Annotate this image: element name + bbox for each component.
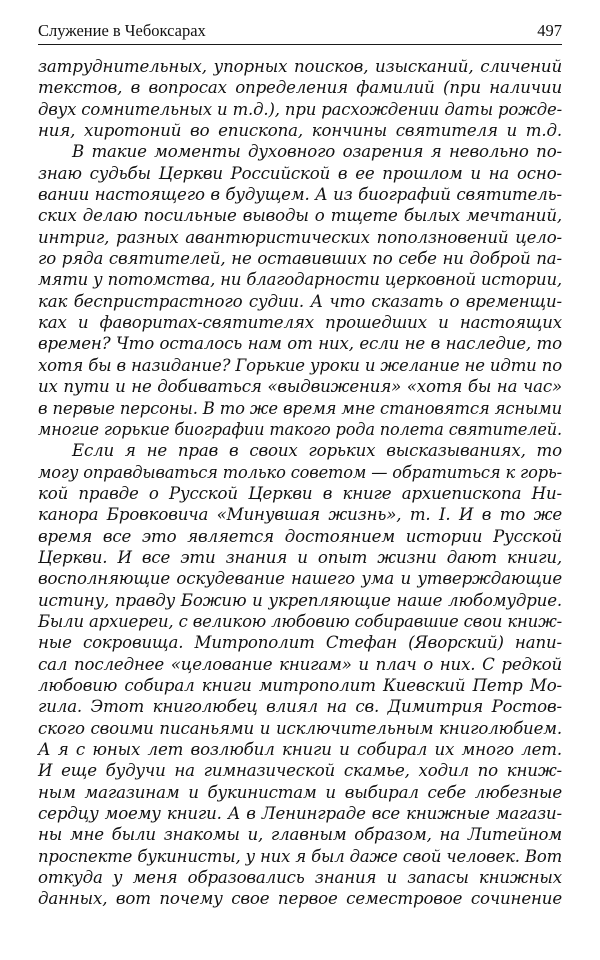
text-line: мяти у потомства, ни благодарности церковной истории, [38, 270, 562, 290]
text-line: проспекте букинисты, у них я был даже свой человек. Вот [38, 846, 562, 866]
text-line: Церкви. И все эти знания и опыт жизни дают книги, [38, 547, 562, 567]
text-line: ского своими писаньями и исключительным книголюбием. [38, 718, 562, 738]
text-line: А я с юных лет возлюбил книги и собирал их много лет. [38, 740, 562, 759]
text-line: восполняющие оскудевание нашего ума и утверждающие [38, 569, 562, 589]
text-line: в первые персоны. В то же время мне становятся ясными [38, 398, 562, 418]
text-line: кой правде о Русской Церкви в книге архиепископа Ни- [38, 483, 562, 503]
text-line: времен? Что осталось нам от них, если не в наследие, то [38, 334, 562, 354]
text-line: знаю судьбы Церкви Российской в ее прошлом и на осно- [38, 163, 562, 183]
text-line: канора Бровковича «Минувшая жизнь», т. I. И в то же [38, 505, 562, 525]
header-rule [38, 44, 562, 45]
running-title: Служение в Чебоксарах [38, 21, 206, 40]
text-line: Если я не прав в своих горьких высказываниях, то [72, 441, 562, 461]
text-line: гила. Этот книголюбец влиял на св. Димитрия Ростов- [38, 697, 562, 717]
text-line: сердцу моему книги. А в Ленинграде все книжные магази- [38, 804, 562, 824]
text-line: вании настоящего в будущем. А из биографий святитель- [38, 185, 562, 205]
text-line: ния, хиротоний во епископа, кончины святителя и т.д. [38, 121, 562, 141]
text-line: могу оправдываться только советом — обратиться к горь- [38, 462, 562, 482]
text-line: двух сомнительных и т.д.), при расхождении даты рожде- [38, 99, 562, 119]
text-line: В такие моменты духовного озарения я невольно по- [72, 142, 562, 162]
paragraph-3 [38, 440, 562, 910]
paragraph-1 [38, 56, 562, 141]
text-line: ских делаю посильные выводы о тщете былых мечтаний, [38, 206, 562, 226]
text-line: сал последнее «целование книгам» и плач о них. С редкой [38, 654, 562, 674]
page-number: 497 [537, 21, 562, 40]
text-line: го ряда святителей, не оставивших по себе ни доброй па- [38, 249, 562, 269]
text-line: Были архиереи, с великою любовию собиравшие свои книж- [38, 611, 562, 631]
text-line: затруднительных, упорных поисков, изысканий, сличений [38, 57, 562, 76]
text-line: хотя бы в назидание? Горькие уроки и желание не идти по [38, 355, 562, 375]
text-line: любовию собирал книги митрополит Киевский Петр Мо- [38, 675, 562, 695]
body-text [38, 56, 562, 910]
text-line: ным магазинам и букинистам и выбирал себе любезные [38, 782, 562, 802]
text-line: откуда у меня образовались знания и запасы книжных [38, 868, 562, 888]
paragraph-2 [38, 141, 562, 440]
running-header [38, 20, 562, 42]
text-line: интриг, разных авантюристических поползновений цело- [38, 227, 562, 247]
text-line: ках и фаворитах-святителях прошедших и настоящих [38, 313, 562, 333]
text-line: как беспристрастного судии. А что сказать о временщи- [38, 291, 562, 311]
text-line: истину, правду Божию и укрепляющие наше любомудрие. [38, 590, 562, 610]
text-line: ные сокровища. Митрополит Стефан (Яворский) напи- [38, 633, 562, 653]
text-line: время все это является достоянием истории Русской [38, 526, 562, 546]
text-line: многие горькие биографии такого рода полета святителей. [38, 419, 562, 439]
text-line: их пути и не добиваться «выдвижения» «хотя бы на час» [38, 377, 562, 397]
text-line: данных, вот почему свое первое семестровое сочинение [38, 889, 562, 909]
text-line: текстов, в вопросах определения фамилий (при наличии [38, 78, 562, 98]
text-line: И еще будучи на гимназической скамье, ходил по книж- [38, 761, 562, 781]
text-line: ны мне были знакомы и, главным образом, на Литейном [38, 825, 562, 845]
